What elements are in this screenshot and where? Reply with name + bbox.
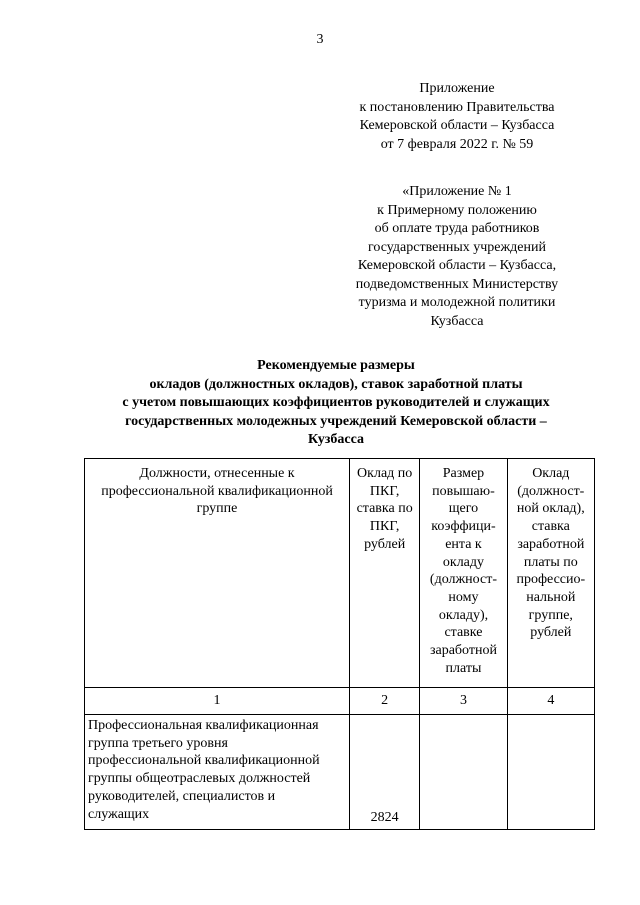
position-line: профессиональной квалификационной <box>88 753 320 769</box>
title-line: с учетом повышающих коэффициентов руководителей и служащих <box>122 395 550 410</box>
header-line: заработной <box>429 643 497 659</box>
table-row <box>85 715 595 830</box>
header-line: платы <box>445 660 482 676</box>
position-cell <box>85 715 350 830</box>
header-line: Размер <box>442 466 485 481</box>
column-number: 4 <box>507 688 594 715</box>
header-line: Должности, отнесенные к <box>139 466 295 481</box>
header-line: ПКГ, <box>369 483 400 499</box>
page-number: 3 <box>316 32 324 47</box>
annex-quote-line: Кемеровской области – Кузбасса, <box>357 258 557 273</box>
header-line: Оклад по <box>357 466 413 481</box>
header-line: группе, <box>528 607 573 623</box>
annex-quote-line: подведомственных Министерству <box>355 276 559 292</box>
title-line: Кузбасса <box>307 432 365 447</box>
position-line: Профессиональная квалификационная <box>88 718 319 733</box>
annex-quote-line: об оплате труда работников <box>374 221 540 236</box>
header-salary <box>350 459 420 688</box>
column-number: 2 <box>350 688 420 715</box>
header-line: (должност- <box>517 483 585 499</box>
annex-quote-line: туризма и молодежной политики <box>358 295 556 310</box>
total-cell <box>507 715 594 830</box>
header-line: ному <box>448 589 479 605</box>
position-line: служащих <box>88 806 150 822</box>
header-line: Оклад <box>532 466 570 481</box>
header-line: заработной <box>517 536 585 552</box>
position-line: группы общеотраслевых должностей <box>88 771 311 787</box>
title-line: государственных молодежных учреждений Кемеровской области – <box>125 413 547 429</box>
header-line: щего <box>448 501 479 517</box>
document-title <box>60 357 612 450</box>
header-line: ставке <box>444 625 483 641</box>
header-line: окладу), <box>438 607 489 623</box>
annex-line: Кемеровской области – Кузбасса <box>359 118 555 133</box>
coefficient-cell <box>420 715 507 830</box>
header-line: окладу <box>442 554 485 570</box>
header-line: ПКГ, <box>369 519 400 535</box>
header-line: рублей <box>530 625 572 641</box>
column-number: 1 <box>85 688 350 715</box>
header-line: (должност- <box>429 572 498 588</box>
header-line: ставка по <box>356 501 413 517</box>
header-line: повышаю- <box>432 483 495 499</box>
position-line: группа третьего уровня <box>88 735 228 751</box>
position-line: руководителей, специалистов и <box>88 788 276 804</box>
header-coefficient <box>420 459 507 688</box>
column-number-row <box>85 688 595 715</box>
header-total <box>507 459 594 688</box>
header-line: ной оклад), <box>516 501 585 517</box>
header-line: платы по <box>523 554 578 570</box>
annex-line: к постановлению Правительства <box>359 99 555 115</box>
annex-quote-line: «Приложение № 1 <box>402 184 512 199</box>
header-line: ента к <box>445 536 482 552</box>
salary-cell: 2824 <box>350 715 420 830</box>
annex-quote-line: Кузбасса <box>430 313 484 329</box>
header-line: рублей <box>364 536 406 552</box>
annex-line: Приложение <box>419 81 495 96</box>
salary-table <box>84 458 595 830</box>
annex-quote-line: государственных учреждений <box>368 239 546 255</box>
header-position <box>85 459 350 688</box>
header-line: профессио- <box>516 572 586 588</box>
header-line: ставка <box>531 519 570 535</box>
table-header-row <box>85 459 595 688</box>
title-line: Рекомендуемые размеры <box>257 358 415 373</box>
annex-line: от 7 февраля 2022 г. № 59 <box>380 136 534 152</box>
header-line: коэффици- <box>431 519 496 535</box>
annex-quote-line: к Примерному положению <box>377 202 537 218</box>
header-line: нальной <box>526 589 576 605</box>
annex-header <box>330 80 584 154</box>
header-line: группе <box>196 501 238 517</box>
title-line: окладов (должностных окладов), ставок заработной платы <box>149 376 523 392</box>
annex-quote-header <box>330 183 584 331</box>
header-line: профессиональной квалификационной <box>101 483 333 499</box>
column-number: 3 <box>420 688 507 715</box>
